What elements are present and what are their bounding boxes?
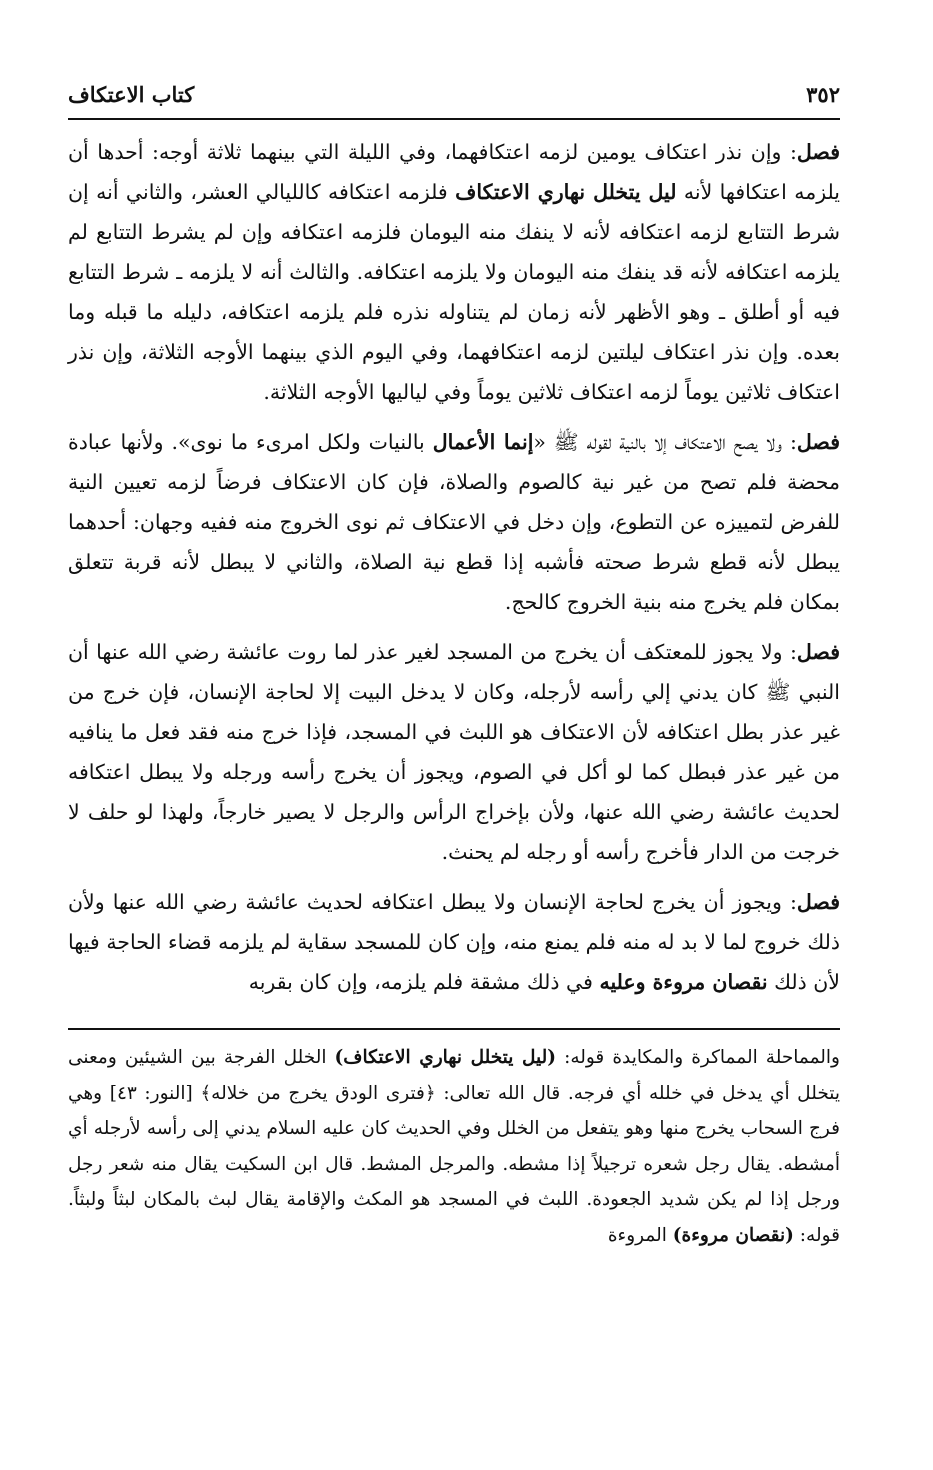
page-header	[68, 82, 840, 118]
paragraph: فصل: ولا يجوز للمعتكف أن يخرج من المسجد لغير عذر لما روت عائشة رضي الله عنها أن النبي ﷺ كان يدني إلي رأسه لأرجله، وكان لا يدخل البيت إلا لحاجة الإنسان، فإن خرج من غير عذر بطل اعتكافه لأن الاعتكاف هو اللبث في المسجد، فإذا خرج منه فقد فعل ما ينافيه من غير عذر فبطل كما لو أكل في الصوم، ويجوز أن يخرج رأسه ورجله ولا يبطل اعتكافه لحديث عائشة رضي الله عنها، ولأن بإخراج الرأس والرجل لا يصير خارجاً، ولهذا لو حلف لا خرجت من الدار فأخرج رأسه أو رجله لم يحنث.	[68, 640, 840, 864]
page-number: ٣٥٢	[806, 82, 840, 107]
paragraph: فصل: ولا يصح الاعتكاف إلا بالنية لقوله ﷺ «إنما الأعمال بالنيات ولكل امرىء ما نوى». ولأنها عبادة محضة فلم تصح من غير نية كالصوم والصلاة، فإن كان الاعتكاف فرضاً لزمه تعيين النية للفرض لتمييزه عن التطوع، وإن دخل في الاعتكاف ثم نوى الخروج منه ففيه وجهان: أحدهما يبطل لأنه قطع شرط صحته فأشبه إذا قطع نية الصلاة، والثاني لا يبطل لأنه قربة تتعلق بمكان فلم يخرج منه بنية الخروج كالحج.	[68, 430, 841, 614]
paragraph: فصل: ويجوز أن يخرج لحاجة الإنسان ولا يبطل اعتكافه لحديث عائشة رضي الله عنها ولأن ذلك خروج لما لا بد له منه فلم يمنع منه، وإن كان للمسجد سقاية لم يلزمه قضاء الحاجة فيها لأن ذلك نقصان مروءة وعليه في ذلك مشقة فلم يلزمه، وإن كان بقربه	[68, 890, 840, 994]
section-lead: فصل	[796, 890, 840, 914]
header-rule	[68, 118, 840, 120]
footnote: والمماحلة المماكرة والمكايدة قوله: (ليل يتخلل نهاري الاعتكاف) الخلل الفرجة بين الشيئين ومعنى يتخلل أي يدخل في خلله أي فرجه. قال الله تعالى: ﴿فترى الودق يخرج من خلاله﴾ [النور: ٤٣] وهي فرج السحاب يخرج منها وهو يتفعل من الخلل وفي الحديث كان عليه السلام يدني إلى رأسه لأرجله أي أمشطه. يقال رجل شعره ترجيلاً إذا مشطه. والمرجل المشط. قال ابن السكيت يقال منه شعر رجل ورجل إذا لم يكن شديد الجعودة. اللبث في المسجد هو المكث والإقامة يقال لبث بالمكان لبثاً ولبثاً. قوله: (نقصان مروءة) المروءة	[68, 1047, 840, 1246]
section-lead: فصل	[796, 430, 841, 454]
paragraph: فصل: وإن نذر اعتكاف يومين لزمه اعتكافهما، وفي الليلة التي بينهما ثلاثة أوجه: أحدها أن يلزمه اعتكافها لأنه ليل يتخلل نهاري الاعتكاف فلزمه اعتكافه كالليالي العشر، والثاني أنه إن شرط التتابع لزمه اعتكافه لأنه لا ينفك منه اليومان فلزمه اعتكافه وإن لم يشرط التتابع لم يلزمه اعتكافه لأنه قد ينفك منه اليومان ولا يلزمه اعتكافه. والثالث أنه لا يلزمه ـ شرط التتابع فيه أو أطلق ـ وهو الأظهر لأنه زمان لم يتناوله نذره فلم يلزمه اعتكافه، دليله ما قبله وما بعده. وإن نذر اعتكاف ليلتين لزمه اعتكافهما، وفي اليوم الذي بينهما الأوجه الثلاثة، وإن نذر اعتكاف ثلاثين يوماً لزمه اعتكاف ثلاثين يوماً وفي لياليها الأوجه الثلاثة.	[68, 140, 840, 404]
section-lead: فصل	[796, 140, 840, 164]
footnote-separator	[68, 1028, 840, 1030]
body-text	[68, 132, 840, 1002]
section-lead: فصل	[796, 640, 840, 664]
running-title: كتاب الاعتكاف	[68, 82, 195, 107]
book-page	[68, 82, 840, 1253]
